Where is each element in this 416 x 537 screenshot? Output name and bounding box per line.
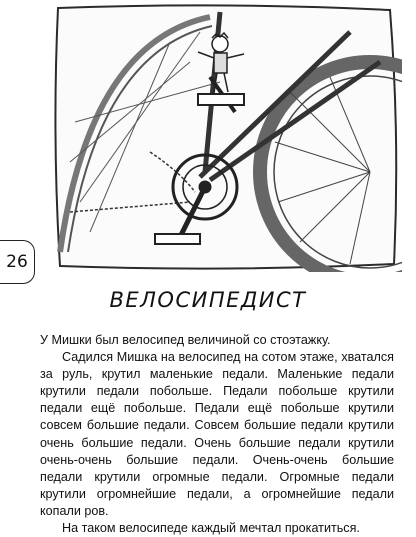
story-paragraph: Садился Мишка на велосипед на сотом этаже, хватался за руль, крутил маленькие педали. Маленькие педали крутили педали побольше. Педали побольше крутили педали ещё побольше. Педали ещё побольше крутили совсем большие педали. Совсем большие педали крутили очень большие педали. Очень большие педали крутили очень-очень большие педали. Очень-очень большие педали крутили огромные педали. Огромные педали крутили огромнейшие педали, а огромнейшие педали копали ров. [40,350,394,518]
page-number: 26 [0,240,35,284]
story-paragraph: На таком велосипеде каждый мечтал прокатиться. [62,521,360,536]
story-paragraph: У Мишки был велосипед величиной со стоэтажку. [40,333,331,347]
story-title: ВЕЛОСИПЕДИСТ [109,288,307,312]
upper-pedal [198,94,244,105]
pedal [155,234,200,244]
story-body [40,332,394,537]
bicycle-illustration [50,2,402,272]
